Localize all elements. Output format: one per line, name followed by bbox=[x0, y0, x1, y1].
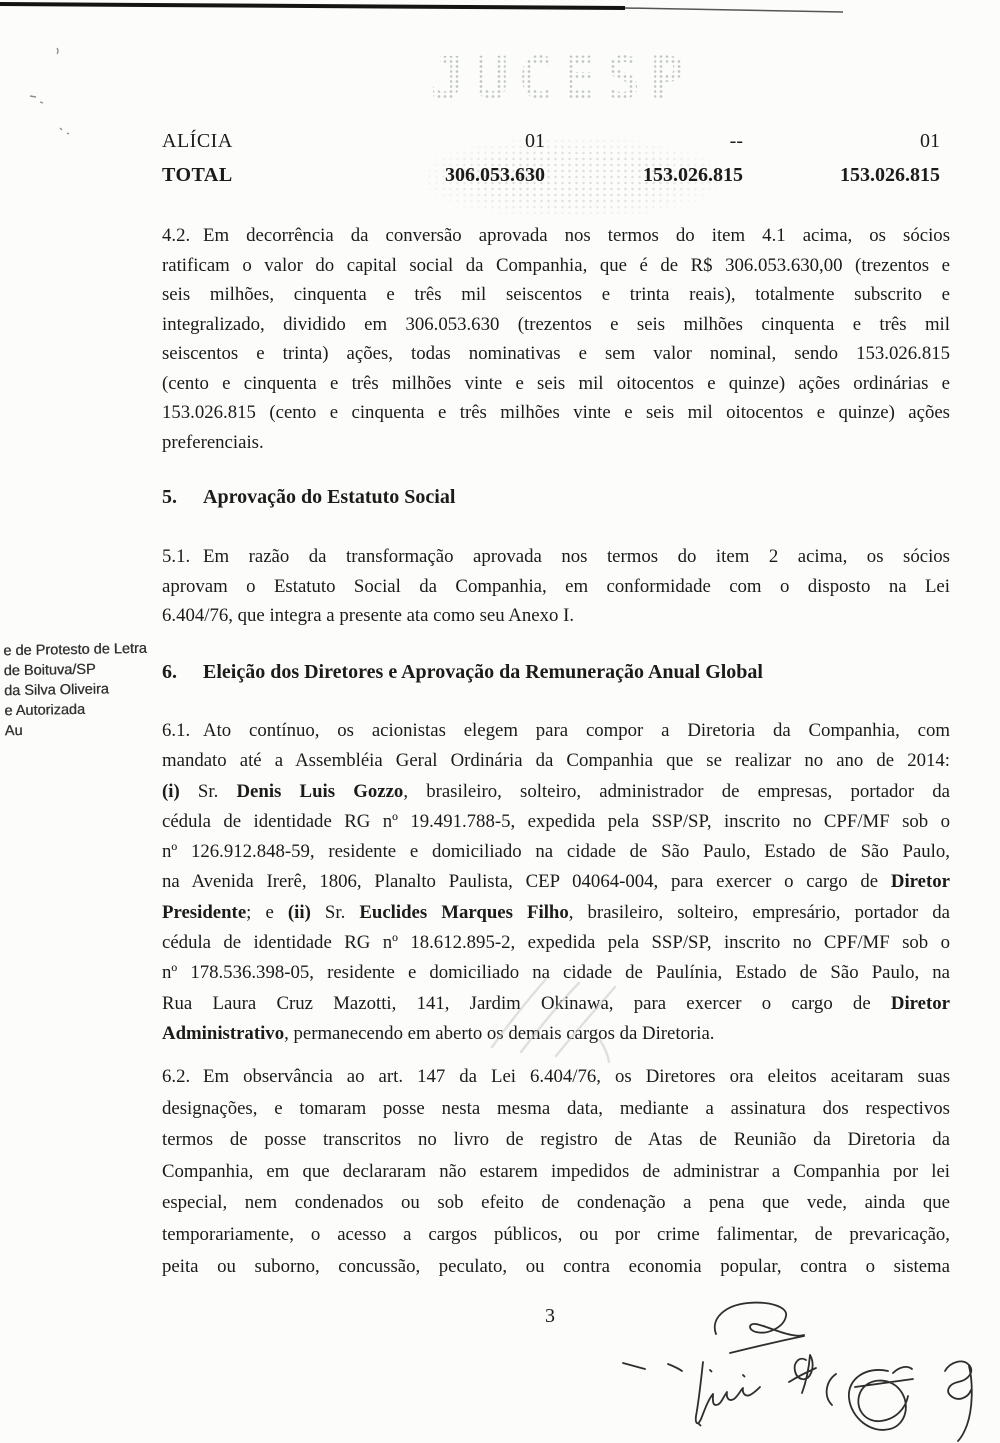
text-segment: seiscentos e trinta) ações, todas nominativas e sem valor nominal, sendo 153.026.815 bbox=[162, 343, 950, 364]
text-segment: Em razão da transformação aprovada nos termos do item 2 acima, os sócios bbox=[203, 546, 950, 567]
paragraph-number: 6.2. bbox=[162, 1066, 191, 1087]
signature-hook bbox=[945, 1361, 972, 1441]
text-segment: cédula de identidade RG nº 19.491.788-5, expedida pela SSP/SP, inscrito no CPF/MF sob o bbox=[162, 810, 950, 832]
heading-6 bbox=[162, 661, 950, 684]
text-line bbox=[162, 777, 950, 807]
text-line bbox=[162, 989, 950, 1019]
text-segment: Sr. bbox=[179, 780, 237, 802]
signature-flourish bbox=[827, 1367, 913, 1430]
heading-6-title: Eleição dos Diretores e Aprovação da Remuneração Anual Global bbox=[203, 661, 763, 683]
text-segment: Presidente bbox=[162, 901, 247, 923]
text-line bbox=[162, 837, 950, 867]
text-segment: temporariamente, o acesso a cargos públicos, ou por crime falimentar, de prevaricação, bbox=[162, 1223, 950, 1245]
text-segment: Sr. bbox=[310, 901, 360, 923]
heading-5 bbox=[162, 486, 950, 509]
shares-col-3: 01 bbox=[920, 130, 940, 152]
text-segment: 6.404/76, que integra a presente ata como seu Anexo I. bbox=[162, 605, 575, 626]
text-segment: especial, nem condenados ou sob efeito de condenação a pena que vede, ainda que bbox=[162, 1192, 950, 1214]
text-line bbox=[162, 867, 950, 897]
text-segment: peita ou suborno, concussão, peculato, ou contra economia popular, contra o sistema bbox=[162, 1255, 950, 1277]
signature-denis-entry bbox=[623, 1363, 682, 1371]
scan-specks bbox=[30, 48, 69, 134]
text-line bbox=[162, 369, 950, 399]
signature-paraph-loop bbox=[715, 1303, 804, 1336]
text-line bbox=[162, 716, 950, 746]
text-line bbox=[162, 1124, 950, 1156]
text-segment: (i) bbox=[162, 780, 180, 802]
paragraph-5-1 bbox=[162, 542, 950, 631]
heading-5-title: Aprovação do Estatuto Social bbox=[203, 486, 456, 508]
heading-5-number: 5. bbox=[162, 486, 177, 508]
text-line bbox=[162, 958, 950, 988]
text-line bbox=[162, 601, 950, 631]
text-segment: termos de posse transcritos no livro de registro de Atas de Reunião da Diretoria da bbox=[162, 1129, 950, 1151]
share-table bbox=[162, 130, 940, 198]
total-col-2: 153.026.815 bbox=[643, 164, 743, 186]
text-segment: Denis Luis Gozzo bbox=[236, 780, 404, 802]
scan-artifact-line-thin bbox=[625, 8, 843, 12]
text-segment: integralizado, dividido em 306.053.630 (trezentos e seis milhões cinquenta e três mil bbox=[162, 313, 950, 335]
text-segment: (ii) bbox=[287, 901, 311, 923]
text-line bbox=[162, 221, 950, 251]
text-segment: , permanecendo em aberto os demais cargos da Diretoria. bbox=[284, 1022, 715, 1044]
text-segment: na Avenida Irerê, 1806, Planalto Paulista, CEP 04064-004, para exercer o cargo de bbox=[162, 871, 891, 893]
signature-paraph-tail bbox=[730, 1336, 804, 1353]
text-segment: designações, e tomaram posse nesta mesma data, mediante a assinatura dos respectivos bbox=[162, 1097, 950, 1119]
shares-col-1: 01 bbox=[525, 130, 545, 152]
text-line bbox=[162, 251, 950, 281]
heading-6-number: 6. bbox=[162, 661, 177, 683]
total-col-1: 306.053.630 bbox=[445, 164, 545, 186]
paragraph-6-2 bbox=[162, 1061, 950, 1282]
text-segment: cédula de identidade RG nº 18.612.895-2, expedida pela SSP/SP, inscrito no CPF/MF sob o bbox=[162, 932, 950, 954]
text-line bbox=[162, 1156, 950, 1188]
text-line bbox=[162, 928, 950, 958]
text-line bbox=[162, 310, 950, 340]
shareholder-name: ALÍCIA bbox=[162, 130, 233, 152]
share-table-row-alicia bbox=[162, 130, 940, 164]
text-segment: (cento e cinquenta e três milhões vinte e seis mil oitocentos e quinze) ações ordinárias e bbox=[162, 372, 950, 394]
text-line bbox=[162, 1093, 950, 1125]
text-segment: Ato contínuo, os acionistas elegem para compor a Diretoria da Companhia, com bbox=[203, 720, 950, 741]
text-line bbox=[162, 1019, 950, 1049]
text-segment: Administrativo bbox=[162, 1022, 285, 1044]
text-segment: aprovam o Estatuto Social da Companhia, em conformidade com o disposto na Lei bbox=[162, 575, 950, 597]
notary-stamp-line: da Silva Oliveira bbox=[3, 681, 109, 700]
text-segment: nº 178.536.398-05, residente e domiciliado na cidade de Paulínia, Estado de São Paulo, na bbox=[162, 962, 950, 984]
text-segment: , brasileiro, solteiro, empresário, portador da bbox=[568, 901, 951, 923]
paragraph-number: 4.2. bbox=[162, 225, 191, 246]
text-segment: Companhia, em que declararam não estarem impedidos de administrar a Companhia por lei bbox=[162, 1160, 950, 1182]
signature-denis bbox=[696, 1362, 760, 1426]
text-segment: Diretor bbox=[890, 992, 950, 1014]
text-segment: ratificam o valor do capital social da Companhia, que é de R$ 306.053.630,00 (trezentos e bbox=[162, 254, 950, 276]
text-segment: ; e bbox=[246, 901, 288, 923]
share-table-row-total bbox=[162, 164, 940, 198]
text-line bbox=[162, 339, 950, 369]
text-line bbox=[162, 280, 950, 310]
paragraph-number: 6.1. bbox=[162, 720, 191, 741]
text-segment: preferenciais. bbox=[162, 431, 264, 453]
notary-stamp-line: de Boituva/SP bbox=[3, 661, 96, 680]
text-line bbox=[162, 1061, 950, 1093]
total-label: TOTAL bbox=[162, 164, 233, 186]
text-line bbox=[162, 1251, 950, 1283]
text-line bbox=[162, 572, 950, 602]
notary-stamp-line: e de Protesto de Letra bbox=[3, 640, 147, 660]
text-segment: , brasileiro, solteiro, administrador de empresas, portador da bbox=[403, 780, 950, 802]
text-segment: nº 126.912.848-59, residente e domiciliado na cidade de São Paulo, Estado de São Paulo, bbox=[162, 841, 950, 863]
text-line bbox=[162, 542, 950, 572]
paragraph-number: 5.1. bbox=[162, 546, 191, 567]
text-segment: Em decorrência da conversão aprovada nos termos do item 4.1 acima, os sócios bbox=[203, 225, 950, 246]
paragraph-4-2 bbox=[162, 221, 950, 457]
notary-stamp-line: Au bbox=[4, 722, 23, 740]
text-segment: Rua Laura Cruz Mazotti, 141, Jardim Okinawa, para exercer o cargo de bbox=[162, 992, 891, 1014]
text-segment: Em observância ao art. 147 da Lei 6.404/76, os Diretores ora eleitos aceitaram suas bbox=[203, 1066, 950, 1087]
notary-stamp-line: e Autorizada bbox=[4, 701, 86, 720]
text-line bbox=[162, 807, 950, 837]
text-line bbox=[162, 898, 950, 928]
text-segment: 153.026.815 (cento e cinquenta e três milhões vinte e seis mil oitocentos e quinze) ações bbox=[162, 402, 950, 423]
notary-margin-stamp bbox=[3, 639, 148, 741]
text-line bbox=[162, 746, 950, 776]
jucesp-dotmatrix-stamp: JUCESP bbox=[430, 44, 694, 112]
text-segment: Diretor bbox=[890, 871, 950, 893]
scan-artifact-line-thick bbox=[0, 4, 625, 8]
page-number: 3 bbox=[545, 1305, 555, 1327]
text-segment: Euclides Marques Filho bbox=[359, 901, 569, 923]
text-line bbox=[162, 1187, 950, 1219]
total-col-3: 153.026.815 bbox=[840, 164, 940, 186]
shares-col-2: -- bbox=[729, 130, 743, 152]
text-line bbox=[162, 398, 950, 428]
text-line bbox=[162, 428, 950, 458]
text-segment: seis milhões, cinquenta e três mil seiscentos e trinta reais), totalmente subscrito e bbox=[162, 284, 950, 305]
signature-initials bbox=[789, 1355, 816, 1393]
text-segment: mandato até a Assembléia Geral Ordinária da Companhia que se realizar no ano de 2014: bbox=[162, 750, 950, 772]
text-line bbox=[162, 1219, 950, 1251]
paragraph-6-1 bbox=[162, 716, 950, 1049]
